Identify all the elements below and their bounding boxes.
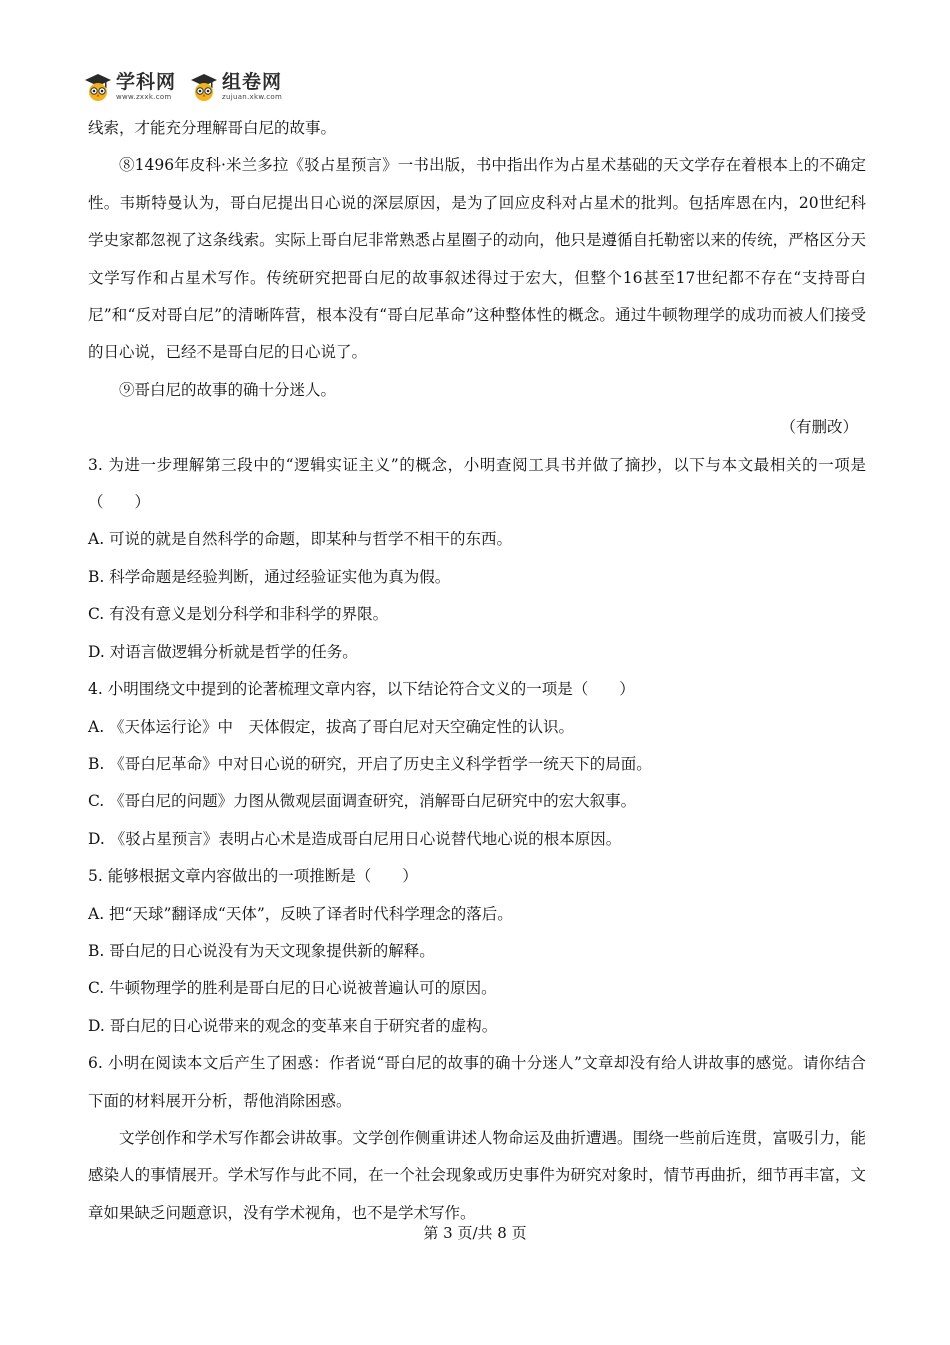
- zujuan-logo-name: 组卷网: [222, 71, 283, 93]
- zxxk-logo-name: 学科网: [116, 71, 177, 93]
- zxxk-logo-url: www.zxxk.com: [116, 93, 172, 101]
- page-number-footer: 第 3 页/共 8 页: [423, 1224, 527, 1242]
- question-4-option-b: B. 《哥白尼革命》中对日心说的研究，开启了历史主义科学哲学一统天下的局面。: [88, 754, 652, 773]
- question-5-option-c: C. 牛顿物理学的胜利是哥白尼的日心说被普遍认可的原因。: [88, 979, 497, 998]
- header-logos: [84, 70, 282, 104]
- question-5-option-d: D. 哥白尼的日心说带来的观念的变革来自于研究者的虚构。: [88, 1016, 498, 1035]
- edit-note: （有删改）: [780, 418, 858, 437]
- question-3-option-c: C. 有没有意义是划分科学和非科学的界限。: [88, 605, 389, 624]
- question-3-option-d: D. 对语言做逻辑分析就是哲学的任务。: [88, 642, 358, 661]
- zujuan-logo-url: zujuan.xkw.com: [222, 93, 283, 101]
- passage-paragraph-8: ⑧1496年皮科·米兰多拉《驳占星预言》一书出版，书中指出作为占星术基础的天文学存在着根本上的不确定性。韦斯特曼认为，哥白尼提出日心说的深层原因，是为了回应皮科对占星术的批判。包括库恩在内，20世纪科学史家都忽视了这条线索。实际上哥白尼非常熟悉占星圈子的动向，他只是遵循自托勒密以来的传统，严格区分天文学写作和占星术写作。传统研究把哥白尼的故事叙述得过于宏大，但整个16甚至17世纪都不存在“支持哥白尼”和“反对哥白尼”的清晰阵营，根本没有“哥白尼革命”这种整体性的概念。通过牛顿物理学的成功而被人们接受的日心说，已经不是哥白尼的日心说了。: [88, 156, 866, 362]
- question-5-option-b: B. 哥白尼的日心说没有为天文现象提供新的解释。: [88, 941, 435, 960]
- question-5-option-a: A. 把“天球”翻译成“天体”，反映了译者时代科学理念的落后。: [88, 904, 513, 923]
- question-4-option-d: D. 《驳占星预言》表明占心术是造成哥白尼用日心说替代地心说的根本原因。: [88, 829, 622, 848]
- question-3-option-a: A. 可说的就是自然科学的命题，即某种与哲学不相干的东西。: [88, 530, 513, 549]
- question-5-stem: 5. 能够根据文章内容做出的一项推断是（ ）: [88, 867, 418, 886]
- passage-paragraph-9: ⑨哥白尼的故事的确十分迷人。: [119, 380, 337, 399]
- document-body: [88, 110, 866, 1232]
- question-4-option-c: C. 《哥白尼的问题》力图从微观层面调查研究，消解哥白尼研究中的宏大叙事。: [88, 792, 637, 811]
- question-6-stem: 6. 小明在阅读本文后产生了困惑：作者说“哥白尼的故事的确十分迷人”文章却没有给人讲故事的感觉。请你结合下面的材料展开分析，帮他消除困惑。: [88, 1054, 866, 1110]
- question-3-option-b: B. 科学命题是经验判断，通过经验证实他为真为假。: [88, 567, 451, 586]
- zxxk-logo: [84, 72, 176, 102]
- question-4-option-a: A. 《天体运行论》中 天体假定，拔高了哥白尼对天空确定性的认识。: [88, 717, 575, 736]
- question-6-material: 文学创作和学术写作都会讲故事。文学创作侧重讲述人物命运及曲折遭遇。围绕一些前后连贯，富吸引力，能感染人的事情展开。学术写作与此不同，在一个社会现象或历史事件为研究对象时，情节再曲折，细节再丰富，文章如果缺乏问题意识，没有学术视角，也不是学术写作。: [88, 1128, 866, 1222]
- question-3-stem: 3. 为进一步理解第三段中的“逻辑实证主义”的概念，小明查阅工具书并做了摘抄，以下与本文最相关的一项是（ ）: [88, 455, 866, 512]
- question-4-stem: 4. 小明围绕文中提到的论著梳理文章内容，以下结论符合文义的一项是（ ）: [88, 680, 635, 699]
- graduate-owl-icon: [84, 72, 112, 102]
- passage-continuation: 线索，才能充分理解哥白尼的故事。: [88, 119, 337, 137]
- graduate-owl-icon: [190, 72, 218, 102]
- zujuan-logo: [190, 72, 282, 102]
